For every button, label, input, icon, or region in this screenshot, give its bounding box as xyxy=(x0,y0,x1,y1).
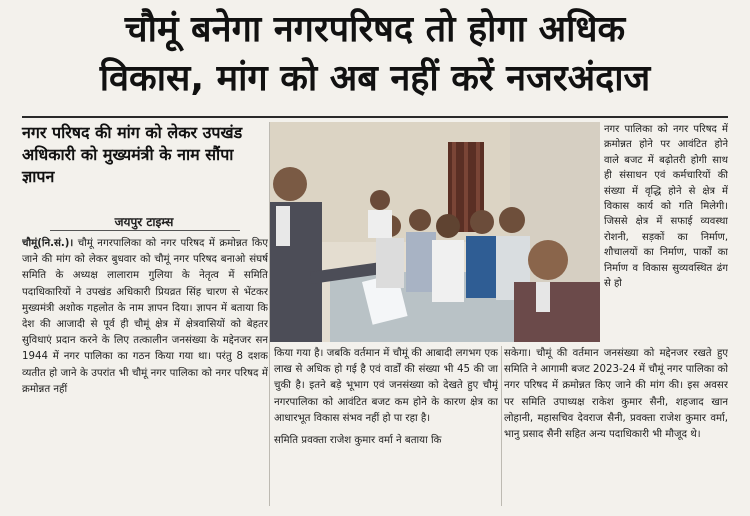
article-column-left xyxy=(22,236,268,502)
byline: जयपुर टाइम्स xyxy=(114,215,174,229)
dateline: चौमूं(नि.सं.)। xyxy=(22,238,74,249)
article-text-middle: किया गया है। जबकि वर्तमान में चौमूं की आबादी लगभग एक लाख से अधिक हो गई है एवं वार्डों की संख्या भी 45 की जा चुकी है। इतने बड़े भूभाग एवं जनसंख्या को देखते हुए चौमूं नगरपालिका को आवंटित बजट कम होने के कारण क्षेत्र का आधारभूत विकास संभव नहीं हो पा रहा है। xyxy=(274,348,498,424)
news-photo xyxy=(270,122,600,342)
article-column-middle xyxy=(274,346,498,506)
photo-illustration xyxy=(270,122,600,342)
column-divider xyxy=(501,346,502,506)
article-text-right-top: नगर पालिका को नगर परिषद में क्रमोन्नत होने पर आवंटित होने वाले बजट में बढ़ोतरी होगी साथ ही संसाधन एवं कर्मचारियों की संख्या में वृद्धि होने से क्षेत्र में विकास कार्य को गति मिलेगी। जिससे क्षेत्र में सफाई व्यवस्था रोशनी, सड़कों का निर्माण, शौचालयों का निर्माण, पार्कों का निर्माण व विकास सुव्यवस्थित ढंग से हो xyxy=(604,124,728,290)
headline-line-2: विकास, मांग को अब नहीं करें नजरअंदाज xyxy=(99,58,651,99)
headline xyxy=(0,6,750,104)
subheadline: नगर परिषद की मांग को लेकर उपखंड अधिकारी को मुख्यमंत्री के नाम सौंपा ज्ञापन xyxy=(22,123,243,186)
byline-rule xyxy=(50,230,240,231)
headline-rule xyxy=(22,116,728,118)
article-column-right-top xyxy=(604,122,728,354)
article-text-right-bottom: सकेगा। चौमूं की वर्तमान जनसंख्या को मद्देनजर रखते हुए समिति ने आगामी बजट 2023-24 में चौमूं नगर पालिका को नगर परिषद में क्रमोन्नत किए जाने की मांग की। इस अवसर पर समिति उपाध्यक्ष राकेश कुमार सैनी, शहजाद खान लोहानी, महासचिव देवराज सैनी, प्रवक्ता राजेश कुमार वर्मा, भानु प्रसाद सैनी सहित अन्य पदाधिकारी भी मौजूद थे। xyxy=(504,348,728,441)
headline-line-1: चौमूं बनेगा नगरपरिषद तो होगा अधिक xyxy=(124,9,626,50)
article-text-left: चौमूं नगरपालिका को नगर परिषद में क्रमोन्नत किए जाने की मांग को लेकर बुधवार को चौमूं नगर परिषद बनाओ संघर्ष समिति के अध्यक्ष लालाराम गुलिया के नेतृत्व में समिति पदाधिकारियों ने उपखंड अधिकारी प्रियव्रत सिंह चारण से भेंटकर मुख्यमंत्री अशोक गहलोत के नाम ज्ञापन दिया। ज्ञापन में बताया कि देश की आजादी से पूर्व ही चौमूं क्षेत्र में क्षेत्रवासियों को बेहतर सुविधाएं प्रदान करने के लिए तत्कालीन जनसंख्या के मद्देनजर सन 1944 में नगर पालिका का गठन किया गया था। परंतु 8 दशक व्यतीत हो जाने के उपरांत भी चौमूं नगर पालिका को नगर परिषद में क्रमोन्नत नहीं xyxy=(22,238,268,395)
article-text-middle-tail: समिति प्रवक्ता राजेश कुमार वर्मा ने बताया कि xyxy=(274,435,442,447)
article-column-right-bottom xyxy=(504,346,728,506)
